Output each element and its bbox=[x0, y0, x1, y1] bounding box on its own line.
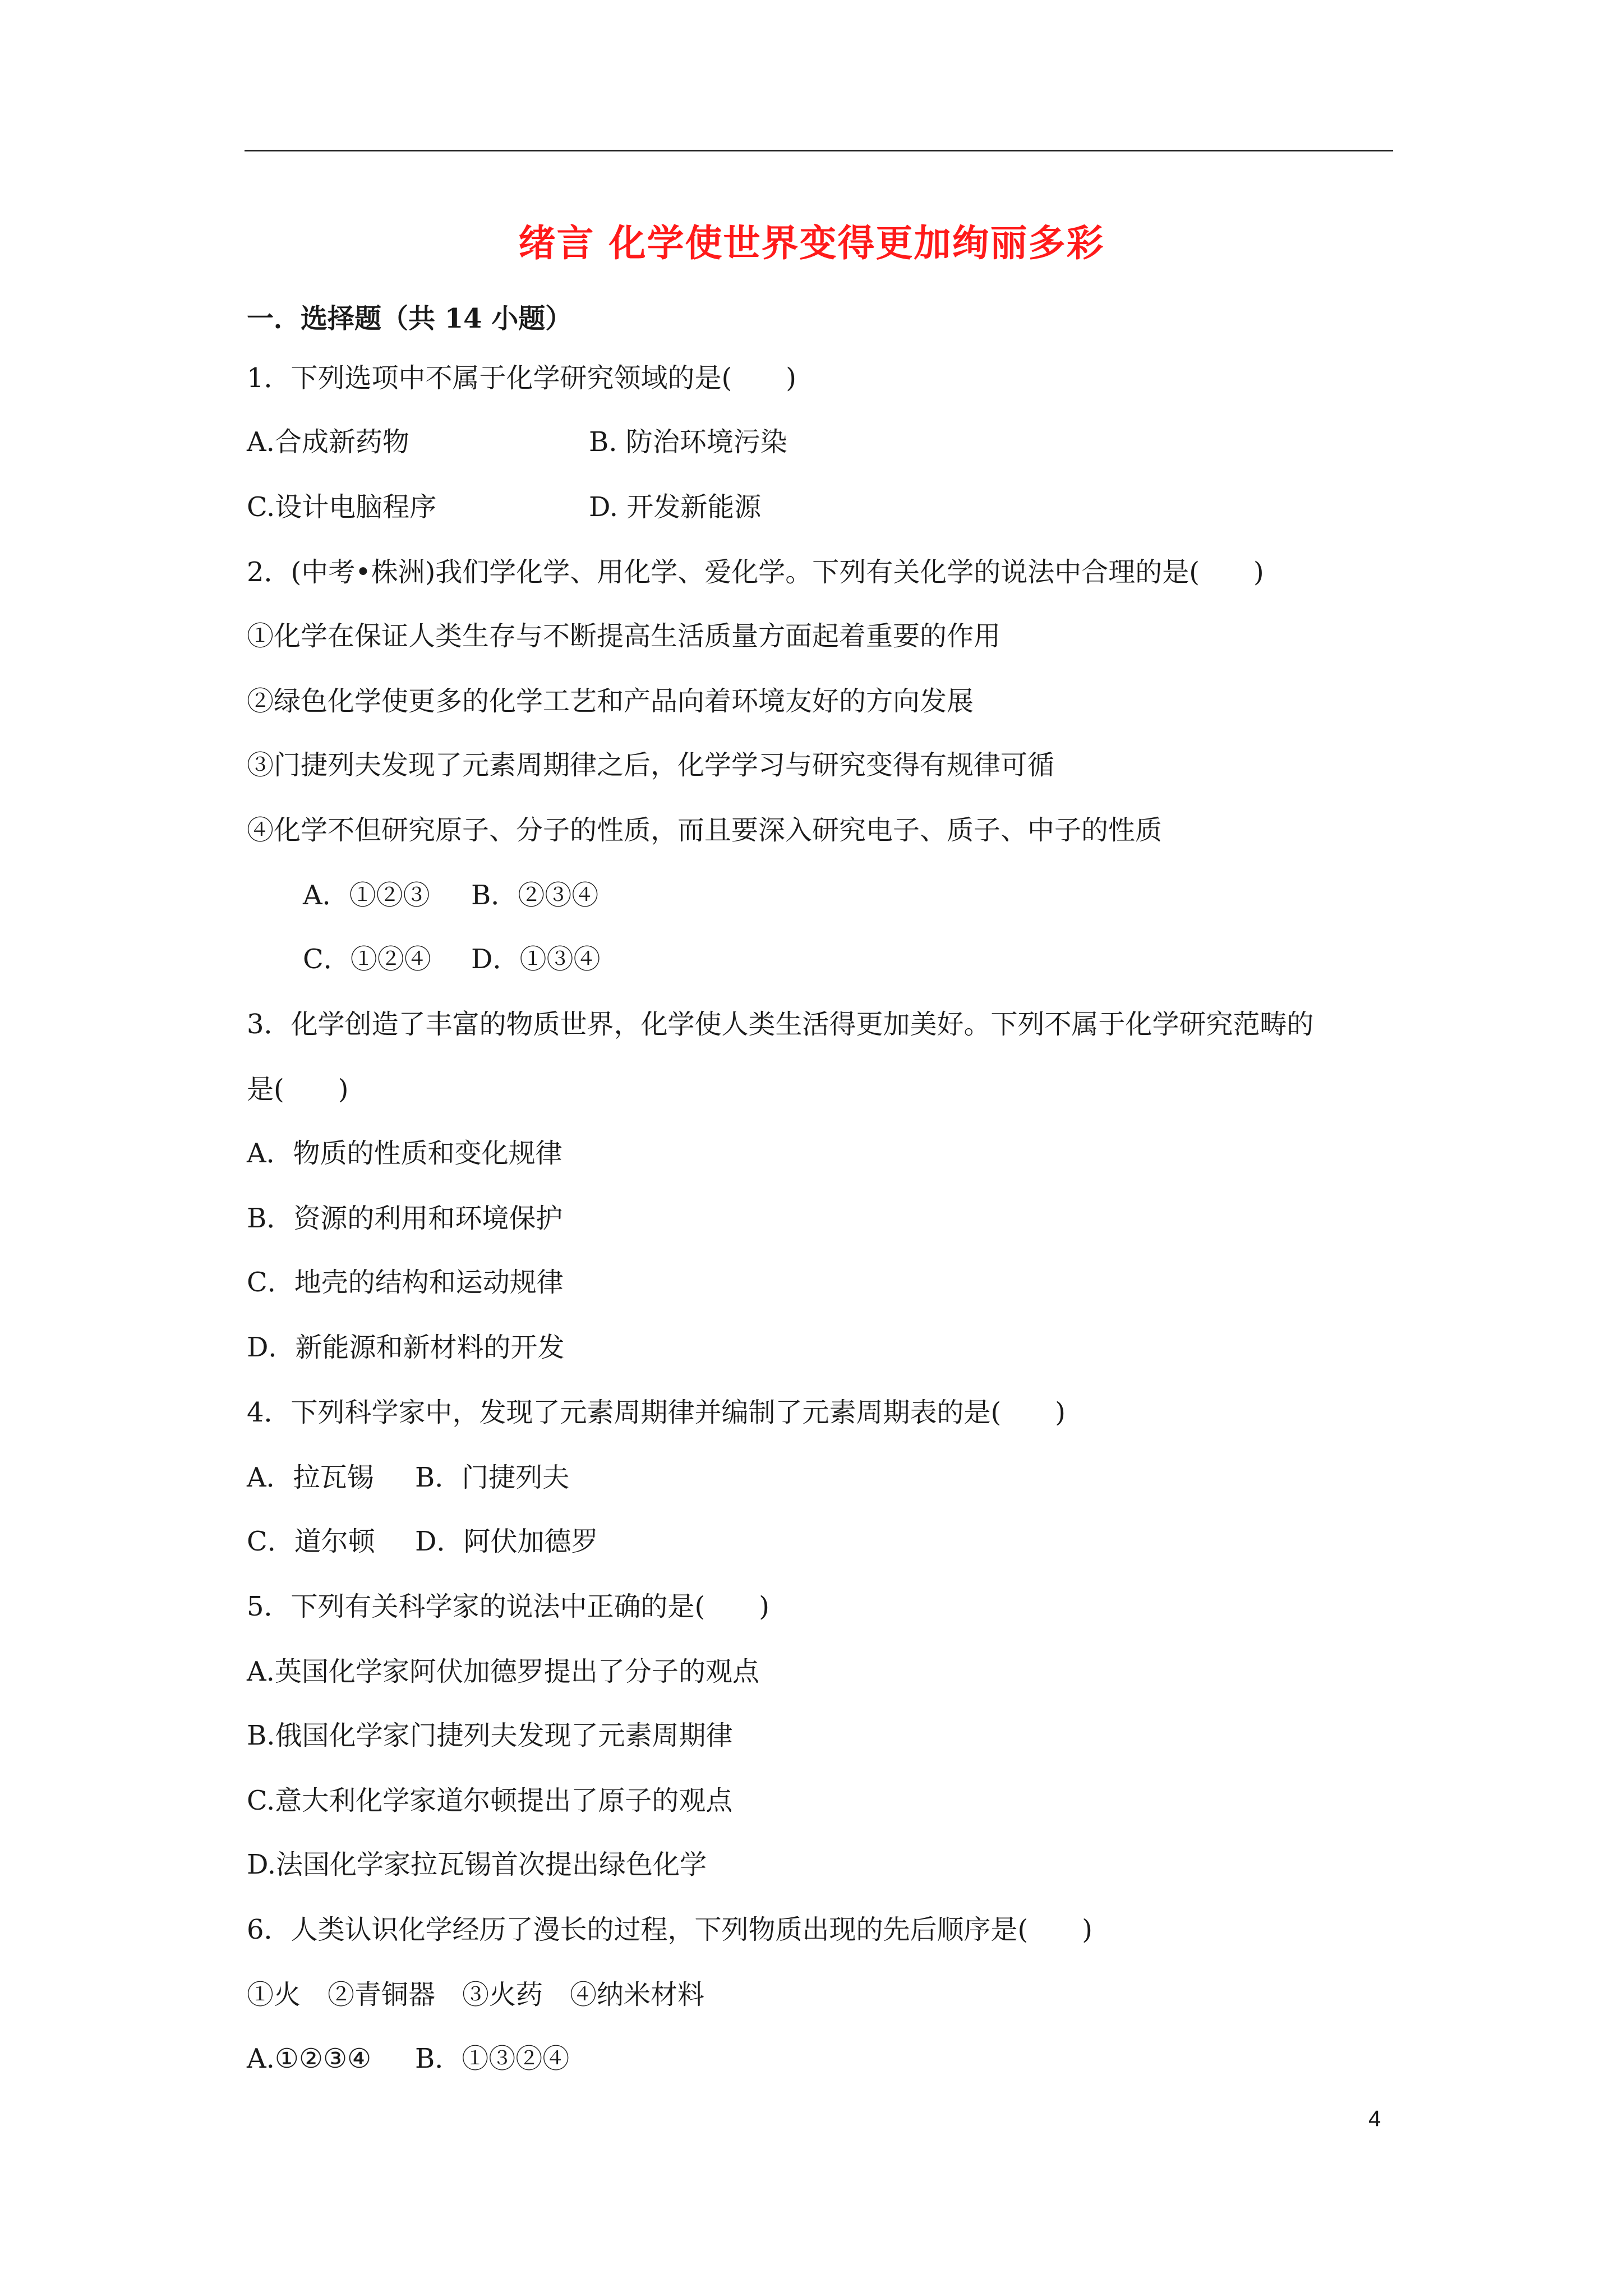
q2-option-d: D．①③④ bbox=[471, 944, 601, 975]
q4-option-b: B．门捷列夫 bbox=[415, 1462, 570, 1493]
q2-stem: 2．(中考•株洲)我们学化学、用化学、爱化学。下列有关化学的说法中合理的是( ) bbox=[247, 556, 1264, 588]
q1-option-a: A.合成新药物 bbox=[247, 426, 409, 458]
q6-options-row1 bbox=[247, 2042, 569, 2076]
q4-options-row2 bbox=[247, 1525, 598, 1558]
q3-option-b: B．资源的利用和环境保护 bbox=[247, 1203, 563, 1234]
q6-option-b: B．①③②④ bbox=[415, 2043, 570, 2074]
q2-option-c: C．①②④ bbox=[303, 944, 431, 975]
q4-options-row1 bbox=[247, 1461, 569, 1494]
section-heading: 一．选择题（共 14 小题） bbox=[247, 303, 573, 334]
q5-option-c: C.意大利化学家道尔顿提出了原子的观点 bbox=[247, 1785, 733, 1816]
q2-statement-1: ①化学在保证人类生存与不断提高生活质量方面起着重要的作用 bbox=[247, 620, 1001, 652]
q4-stem: 4．下列科学家中，发现了元素周期律并编制了元素周期表的是( ) bbox=[247, 1397, 1066, 1428]
q5-option-d: D.法国化学家拉瓦锡首次提出绿色化学 bbox=[247, 1849, 707, 1880]
q3-option-c: C．地壳的结构和运动规律 bbox=[247, 1267, 564, 1298]
q2-options-row1 bbox=[303, 878, 598, 912]
q1-options-row2 bbox=[247, 490, 761, 524]
q6-items: ①火 ②青铜器 ③火药 ④纳米材料 bbox=[247, 1979, 705, 2010]
q3-stem-line1: 3．化学创造了丰富的物质世界，化学使人类生活得更加美好。下列不属于化学研究范畴的 bbox=[247, 1009, 1314, 1040]
q5-option-a: A.英国化学家阿伏加德罗提出了分子的观点 bbox=[247, 1656, 759, 1687]
q5-option-b: B.俄国化学家门捷列夫发现了元素周期律 bbox=[247, 1720, 733, 1751]
q3-stem-line2: 是( ) bbox=[247, 1074, 349, 1105]
q1-option-c: C.设计电脑程序 bbox=[247, 491, 437, 523]
page-title: 绪言 化学使世界变得更加绚丽多彩 bbox=[518, 221, 1105, 265]
q2-statement-2: ②绿色化学使更多的化学工艺和产品向着环境友好的方向发展 bbox=[247, 685, 974, 717]
q2-options-row2 bbox=[303, 942, 601, 976]
q5-stem: 5．下列有关科学家的说法中正确的是( ) bbox=[247, 1591, 769, 1622]
page-number: 4 bbox=[1368, 2106, 1381, 2131]
q4-option-a: A．拉瓦锡 bbox=[247, 1462, 374, 1493]
q4-option-d: D．阿伏加德罗 bbox=[415, 1526, 598, 1557]
header-rule bbox=[245, 150, 1393, 151]
q1-option-d: D. 开发新能源 bbox=[589, 491, 762, 523]
q6-option-a: A.①②③④ bbox=[247, 2043, 372, 2074]
q3-option-a: A．物质的性质和变化规律 bbox=[247, 1138, 562, 1169]
q2-statement-3: ③门捷列夫发现了元素周期律之后，化学学习与研究变得有规律可循 bbox=[247, 749, 1055, 781]
q2-statement-4: ④化学不但研究原子、分子的性质，而且要深入研究电子、质子、中子的性质 bbox=[247, 815, 1163, 846]
q2-option-b: B．②③④ bbox=[471, 880, 599, 911]
q6-stem: 6．人类认识化学经历了漫长的过程，下列物质出现的先后顺序是( ) bbox=[247, 1914, 1092, 1945]
q3-option-d: D．新能源和新材料的开发 bbox=[247, 1332, 565, 1363]
q4-option-c: C．道尔顿 bbox=[247, 1526, 375, 1557]
q1-options-row1 bbox=[247, 425, 787, 459]
q2-option-a: A．①②③ bbox=[303, 880, 430, 911]
q1-option-b: B. 防治环境污染 bbox=[589, 426, 787, 458]
q1-stem: 1．下列选项中不属于化学研究领域的是( ) bbox=[247, 362, 796, 394]
